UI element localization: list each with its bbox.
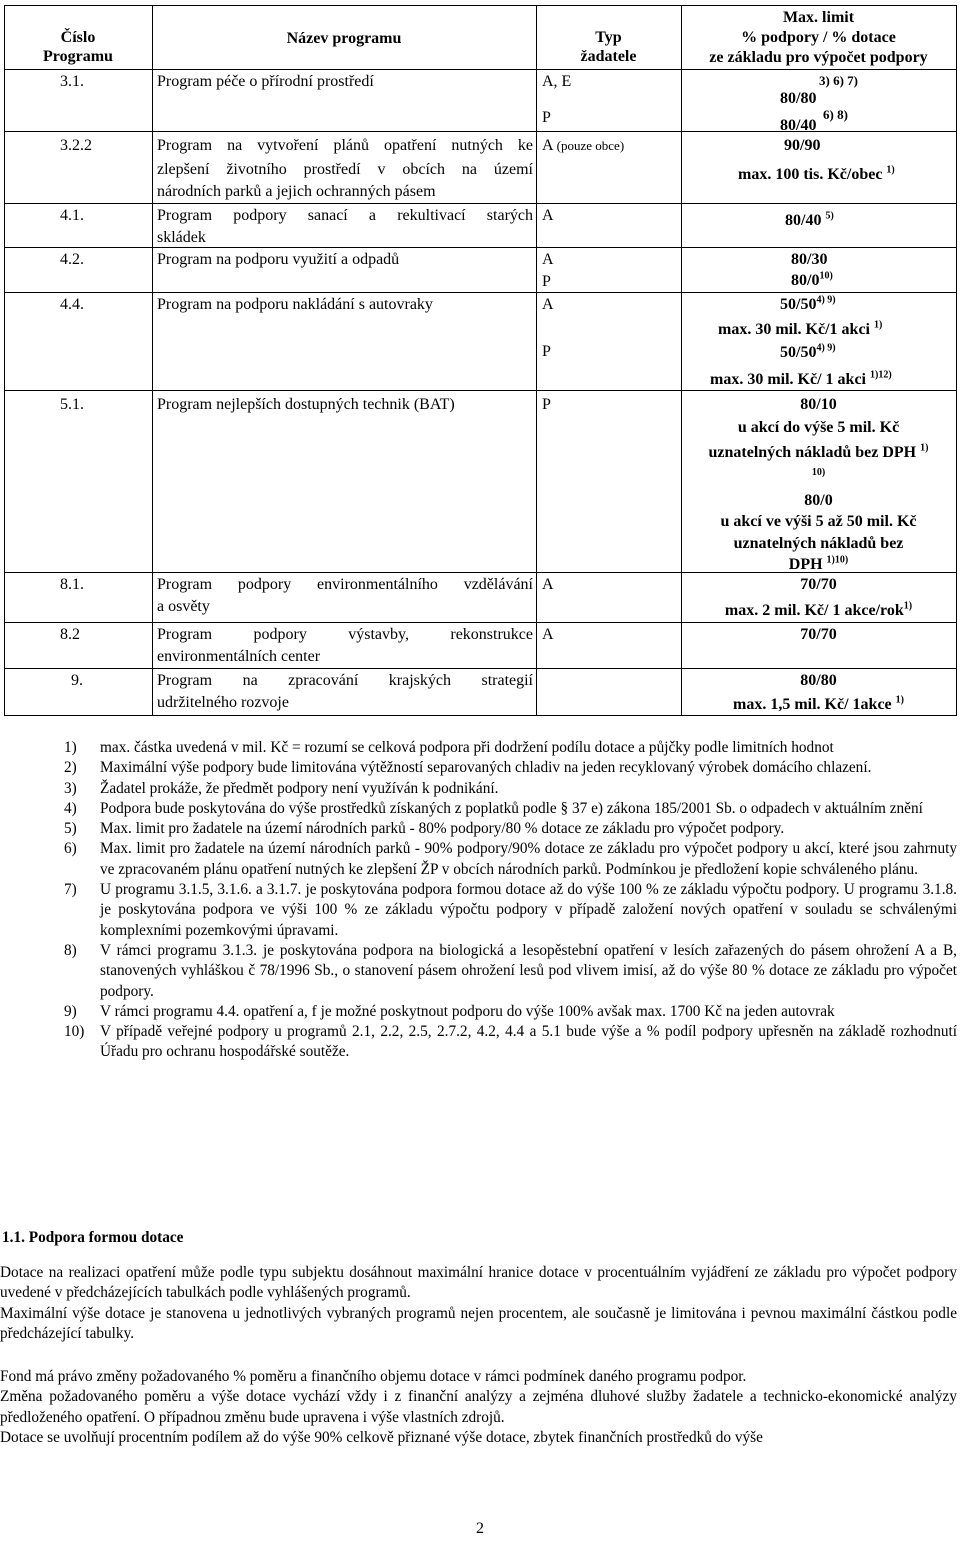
row-3-1-sup-2: 6) 8) — [823, 107, 848, 122]
row-8-1-typ: A — [542, 576, 554, 593]
row-5-1-typ: P — [542, 396, 551, 413]
row-9-cislo: 9. — [71, 672, 83, 689]
row-9-nazev-2: udržitelného rozvoje — [157, 694, 289, 711]
row-4-4-typ-2: P — [542, 343, 551, 360]
footnote-text: V rámci programu 4.4. opatření a, f je možné poskytnout podporu do výše 100% avšak max. 1700 Kč na jeden autovrak — [100, 1002, 835, 1020]
row-3-2-2-typ: A (pouze obce) — [542, 137, 625, 154]
row-9-nazev-1: Program na zpracování krajských strategií — [157, 672, 533, 689]
section-paragraph: Fond má právo změny požadovaného % poměru a finančního objemu dotace v rámci podmínek daného programu podpor. — [0, 1367, 747, 1385]
footnote-text: U programu 3.1.5, 3.1.6. a 3.1.7. je poskytována podpora formou dotace až do výše 100 % ze základu výpočtu podpory. U programu 3.1.8. je poskytována podpora ve výši 100 % ze základu výpočtu podpory v případě založení nových opatření v souladu se schválenými komplexními pozemkovými úpravami. — [100, 881, 957, 939]
row-3-1-limit: 80/80 — [780, 90, 817, 107]
section-paragraph: Dotace na realizaci opatření může podle typu subjektu dosáhnout maximální hranice dotace v procentuálním vyjádření ze základu pro výpočet podpory uvedené v předcházejících tabulkách podle vyhlášených programů. — [0, 1263, 957, 1301]
row-3-2-2-limit-2: max. 100 tis. Kč/obec $^{1)}$ — [738, 164, 895, 183]
row-5-1-limit-7: DPH $^{1)10)}$ — [788, 554, 849, 573]
section-paragraph: Maximální výše dotace je stanovena u jednotlivých vybraných programů nejen procentem, ale současně je limitována i pevnou maximální částkou podle předcházející tabulky. — [0, 1304, 957, 1342]
row-5-1-limit-4: 80/0 — [804, 492, 833, 509]
row-4-2-nazev: Program na podporu využití a odpadů — [157, 251, 400, 268]
header-nazev: Název programu — [286, 30, 402, 47]
footnote-number: 2) — [64, 759, 77, 777]
footnote-text: max. částka uvedená v mil. Kč = rozumí se celková podpora při dodržení podílu dotace a půjčky podle limitních hodnot — [100, 739, 834, 756]
footnote-number: 7) — [64, 881, 77, 899]
footnote — [0, 839, 960, 880]
row-4-1-typ: A — [542, 207, 554, 224]
row-3-1-typ: A, E — [542, 73, 572, 90]
footnotes — [0, 738, 960, 1063]
footnote — [0, 941, 960, 1002]
footnote-text: Podpora bude poskytována do výše prostředků získaných z poplatků podle § 37 e) zákona 185/2001 Sb. o odpadech v aktuálním znění — [100, 799, 923, 817]
row-5-1-limit-5: u akcí ve výši 5 až 50 mil. Kč — [720, 513, 917, 530]
row-8-1-limit: 70/70 — [800, 576, 837, 593]
row-8-2-nazev-1: Program podpory výstavby, rekonstrukce — [157, 626, 533, 643]
dotace-section — [0, 1228, 957, 1449]
footnote — [0, 819, 960, 839]
row-4-4-typ: A — [542, 296, 554, 313]
footnote-text: Žadatel prokáže, že předmět podpory není využíván k podnikání. — [100, 779, 499, 797]
section-paragraph: Dotace se uvolňují procentním podílem až do výše 90% celkově přiznané výše dotace, zbytek finančních prostředků do výše — [0, 1429, 763, 1446]
row-8-2-typ: A — [542, 626, 554, 643]
row-3-2-2-limit: 90/90 — [784, 137, 821, 154]
footnote-text: V případě veřejné podpory u programů 2.1, 2.2, 2.5, 2.7.2, 4.2, 4.4 a 5.1 bude výše a % podíl podpory upřesněn na základě rozhodnutí Úřadu pro ochranu hospodářské soutěže. — [100, 1023, 957, 1061]
footnote — [0, 779, 960, 799]
row-4-1-nazev-1: Program podpory sanací a rekultivací starých — [157, 207, 533, 224]
row-4-4-cislo: 4.4. — [60, 296, 84, 313]
footnote — [0, 738, 960, 758]
row-5-1-limit: 80/10 — [800, 396, 837, 413]
row-8-2-limit: 70/70 — [800, 626, 837, 643]
footnote-number: 8) — [64, 941, 77, 959]
row-9-limit: 80/80 — [800, 672, 837, 689]
row-8-2-cislo: 8.2 — [60, 626, 80, 643]
row-5-1-nazev: Program nejlepších dostupných technik (BAT) — [157, 396, 455, 413]
section-paragraph: Změna požadovaného poměru a výše dotace vychází vždy i z finanční analýzy a zejména dluhové služby žadatele a technicko-ekonomické analýzy předloženého opatření. O případnou změnu bude upravena i výše vlastních zdrojů. — [0, 1388, 957, 1426]
program-limits-table — [4, 5, 957, 716]
row-4-1-cislo: 4.1. — [60, 207, 84, 224]
footnote-text: Max. limit pro žadatele na území národních parků - 80% podpory/80 % dotace ze základu pro výpočet podpory. — [100, 820, 785, 838]
row-8-2-nazev-2: environmentálních center — [157, 648, 321, 665]
row-5-1-sup-2: 10) — [811, 467, 826, 478]
row-4-4-limit: $50/50^{4) 9)}$ — [780, 294, 836, 313]
row-3-1-limit-2: 80/40 — [780, 117, 817, 134]
row-4-2-cislo: 4.2. — [60, 251, 84, 268]
footnote-number: 5) — [64, 820, 77, 838]
row-5-1-limit-6: uznatelných nákladů bez — [733, 535, 904, 552]
footnote-number: 4) — [64, 799, 77, 817]
row-3-2-2-cislo: 3.2.2 — [60, 137, 92, 154]
header-limit: Max. limit % podpory / % dotace ze základu pro výpočet podpory — [709, 9, 928, 66]
row-8-1-nazev-2: a osvěty — [157, 598, 210, 615]
row-3-2-2-nazev-2: zlepšení životního prostředí v obcích na území — [157, 161, 533, 178]
row-4-4-limit-3: $50/50^{4) 9)}$ — [780, 342, 836, 361]
page-number: 2 — [476, 1520, 484, 1537]
footnote-number: 1) — [64, 739, 77, 756]
row-5-1-limit-2: u akcí do výše 5 mil. Kč — [737, 419, 900, 436]
footnote — [0, 1002, 960, 1022]
row-5-1-limit-3: uznatelných nákladů bez DPH $^{1)}$ — [708, 442, 929, 461]
footnote — [0, 799, 960, 819]
footnote — [0, 758, 960, 778]
row-8-1-cislo: 8.1. — [60, 576, 84, 593]
row-8-1-nazev-1: Program podpory environmentálního vzdělávání — [157, 576, 533, 593]
section-heading: 1.1. Podpora formou dotace — [2, 1229, 184, 1246]
row-4-4-limit-2: max. 30 mil. Kč/1 akci $^{1)}$ — [718, 319, 883, 338]
row-5-1-cislo: 5.1. — [60, 396, 84, 413]
row-8-1-limit-2: max. 2 mil. Kč/ 1 akce/rok$^{1)}$ — [724, 600, 913, 619]
row-4-2-limit: 80/30 — [791, 251, 828, 268]
row-4-2-limit-2: 80/0$^{10)}$ — [791, 270, 833, 289]
header-typ: Typ žadatele — [580, 29, 637, 65]
row-4-2-typ: A — [542, 251, 554, 268]
footnote-text: V rámci programu 3.1.3. je poskytována podpora na biologická a lesopěstební opatření v lesích zařazených do pásem ohrožení A a B, stanovených vyhláškou č 78/1996 Sb., o stanovení pásem ohrožení lesů pod vlivem imisí, až do výše 80 % dotace ze základu pro výpočet podpory. — [100, 941, 957, 1000]
footnote-text: Maximální výše podpory bude limitována výtěžností separovaných chladiv na jeden recyklovaný výrobek domácího chlazení. — [100, 759, 872, 777]
footnote-number: 10) — [64, 1023, 85, 1041]
row-3-1-nazev: Program péče o přírodní prostředí — [157, 73, 374, 90]
row-4-1-nazev-2: skládek — [157, 229, 206, 246]
row-4-1-limit: 80/40 $^{5)}$ — [785, 210, 834, 229]
header-cislo: Číslo Programu — [43, 29, 113, 65]
footnote-text: Max. limit pro žadatele na území národních parků - 90% podpory/90% dotace ze základu pro výpočet podpory u akcí, které jsou zahrnuty ve zpracovaném plánu opatření nutných ke zlepšení ŽP v obcích národních parků. Podmínkou je předložení kopie schváleného plánu. — [100, 840, 957, 878]
footnote — [0, 880, 960, 941]
footnote — [0, 1022, 960, 1063]
row-9-limit-2: max. 1,5 mil. Kč/ 1akce $^{1)}$ — [733, 694, 904, 713]
row-3-1-cislo: 3.1. — [60, 73, 84, 90]
row-4-4-nazev: Program na podporu nakládání s autovraky — [157, 296, 433, 313]
footnote-number: 6) — [64, 840, 77, 858]
row-3-1-sup: 3) 6) 7) — [819, 73, 858, 88]
row-4-4-limit-4: max. 30 mil. Kč/ 1 akci $^{1)12)}$ — [710, 369, 892, 388]
row-3-1-typ-2: P — [542, 109, 551, 126]
row-4-2-typ-2: P — [542, 273, 551, 290]
row-3-2-2-nazev-1: Program na vytvoření plánů opatření nutných ke — [157, 137, 533, 154]
row-3-2-2-nazev-3: národních parků a jejich ochranných pásem — [157, 183, 436, 200]
footnote-number: 3) — [64, 779, 77, 797]
footnote-number: 9) — [64, 1002, 77, 1020]
